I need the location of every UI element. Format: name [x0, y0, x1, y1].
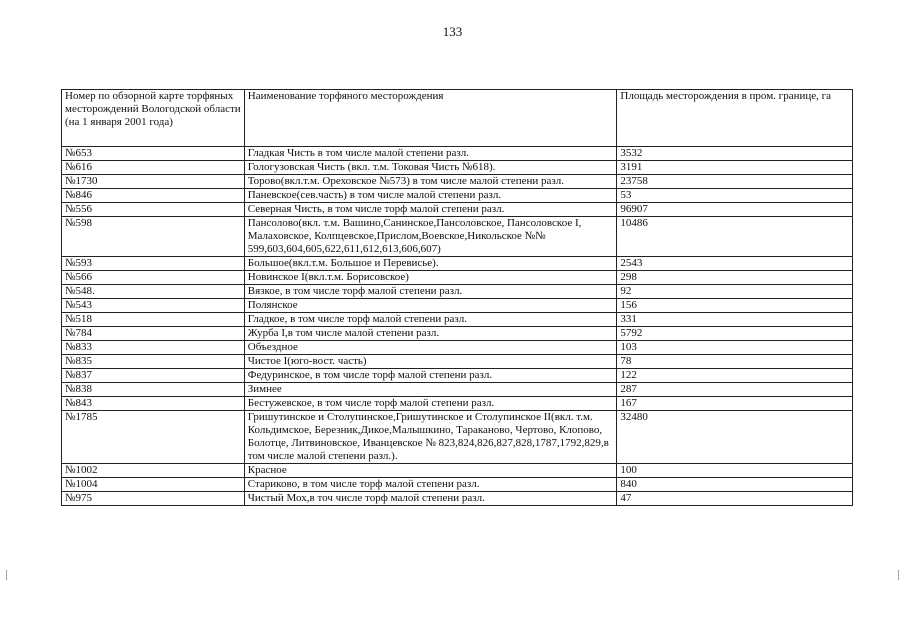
- table-row: [62, 383, 853, 397]
- cell-map-number: №1002: [62, 464, 245, 478]
- cell-deposit-name: Гришутинское и Столупинское,Гришутинское и Столупинское II(вкл. т.м. Кольдимское, Березник,Дикое,Малышкино, Тараканово, Чертово, Клопово, Болотце, Литвиновское, Иванцевское № 823,824,826,827,828,1787,1792,829,в том числе малой степени разл.).: [244, 411, 617, 464]
- table-row: [62, 492, 853, 506]
- cell-deposit-name: Гладкая Чисть в том числе малой степени разл.: [244, 147, 617, 161]
- cell-area: 96907: [617, 203, 853, 217]
- cell-map-number: №835: [62, 355, 245, 369]
- table-row: [62, 327, 853, 341]
- cell-area: 331: [617, 313, 853, 327]
- cell-map-number: №1730: [62, 175, 245, 189]
- cell-map-number: №1785: [62, 411, 245, 464]
- cell-area: 298: [617, 271, 853, 285]
- cell-map-number: №838: [62, 383, 245, 397]
- cell-map-number: №653: [62, 147, 245, 161]
- cell-area: 122: [617, 369, 853, 383]
- cell-map-number: №518: [62, 313, 245, 327]
- table-header-row: [62, 90, 853, 147]
- cell-deposit-name: Чистый Мох,в точ числе торф малой степени разл.: [244, 492, 617, 506]
- cell-deposit-name: Большое(вкл.т.м. Большое и Перевисье).: [244, 257, 617, 271]
- cell-deposit-name: Вязкое, в том числе торф малой степени разл.: [244, 285, 617, 299]
- table-row: [62, 355, 853, 369]
- cell-area: 100: [617, 464, 853, 478]
- cell-map-number: №784: [62, 327, 245, 341]
- cell-area: 53: [617, 189, 853, 203]
- cell-area: 92: [617, 285, 853, 299]
- cell-map-number: №598: [62, 217, 245, 257]
- cell-map-number: №1004: [62, 478, 245, 492]
- cell-deposit-name: Торово(вкл.т.м. Ореховское №573) в том числе малой степени разл.: [244, 175, 617, 189]
- cell-deposit-name: Журба I,в том числе малой степени разл.: [244, 327, 617, 341]
- cell-area: 23758: [617, 175, 853, 189]
- table-row: [62, 271, 853, 285]
- cell-area: 5792: [617, 327, 853, 341]
- cell-map-number: №833: [62, 341, 245, 355]
- cell-map-number: №543: [62, 299, 245, 313]
- cell-area: 78: [617, 355, 853, 369]
- table-row: [62, 313, 853, 327]
- cell-area: 3191: [617, 161, 853, 175]
- cell-deposit-name: Красное: [244, 464, 617, 478]
- cell-map-number: №556: [62, 203, 245, 217]
- cell-area: 32480: [617, 411, 853, 464]
- cell-map-number: №843: [62, 397, 245, 411]
- table-row: [62, 257, 853, 271]
- cell-area: 840: [617, 478, 853, 492]
- cell-deposit-name: Паневское(сев.часть) в том числе малой степени разл.: [244, 189, 617, 203]
- table-row: [62, 161, 853, 175]
- table-row: [62, 285, 853, 299]
- cell-deposit-name: Пансолово(вкл. т.м. Вашино,Санинское,Пансоловское, Пансоловское I, Малаховское, Колпцевское,Прислом,Воевское,Никольское №№ 599,603,604,605,622,611,612,613,606,607): [244, 217, 617, 257]
- table-row: [62, 217, 853, 257]
- cell-area: 167: [617, 397, 853, 411]
- cell-area: 10486: [617, 217, 853, 257]
- table-row: [62, 369, 853, 383]
- table-row: [62, 189, 853, 203]
- cell-deposit-name: Федуринское, в том числе торф малой степени разл.: [244, 369, 617, 383]
- cell-map-number: №593: [62, 257, 245, 271]
- header-map-number: Номер по обзорной карте торфяных месторождений Вологодской области (на 1 января 2001 года): [62, 90, 245, 147]
- cell-deposit-name: Зимнее: [244, 383, 617, 397]
- cell-deposit-name: Северная Чисть, в том числе торф малой степени разл.: [244, 203, 617, 217]
- table-row: [62, 411, 853, 464]
- cell-deposit-name: Гологузовская Чисть (вкл. т.м. Токовая Чисть №618).: [244, 161, 617, 175]
- scan-edge-mark-left: [6, 570, 13, 580]
- cell-area: 287: [617, 383, 853, 397]
- table-row: [62, 175, 853, 189]
- table-row: [62, 299, 853, 313]
- cell-map-number: №616: [62, 161, 245, 175]
- cell-deposit-name: Новинское I(вкл.т.м. Борисовское): [244, 271, 617, 285]
- cell-deposit-name: Полянское: [244, 299, 617, 313]
- table-row: [62, 397, 853, 411]
- table-row: [62, 203, 853, 217]
- cell-deposit-name: Стариково, в том числе торф малой степени разл.: [244, 478, 617, 492]
- cell-area: 156: [617, 299, 853, 313]
- cell-deposit-name: Бестужевское, в том числе торф малой степени разл.: [244, 397, 617, 411]
- cell-map-number: №548.: [62, 285, 245, 299]
- header-area: Площадь месторождения в пром. границе, га: [617, 90, 853, 147]
- cell-area: 2543: [617, 257, 853, 271]
- table-row: [62, 147, 853, 161]
- table-row: [62, 478, 853, 492]
- table-body: [62, 147, 853, 506]
- cell-deposit-name: Гладкое, в том числе торф малой степени разл.: [244, 313, 617, 327]
- cell-map-number: №846: [62, 189, 245, 203]
- cell-map-number: №975: [62, 492, 245, 506]
- cell-area: 3532: [617, 147, 853, 161]
- peat-deposits-table: [61, 89, 853, 506]
- cell-area: 103: [617, 341, 853, 355]
- cell-deposit-name: Объездное: [244, 341, 617, 355]
- scan-edge-mark-right: [898, 570, 905, 580]
- table-row: [62, 464, 853, 478]
- page-number: 133: [442, 24, 463, 39]
- cell-area: 47: [617, 492, 853, 506]
- cell-map-number: №837: [62, 369, 245, 383]
- cell-deposit-name: Чистое I(юго-вост. часть): [244, 355, 617, 369]
- table-row: [62, 341, 853, 355]
- cell-map-number: №566: [62, 271, 245, 285]
- header-deposit-name: Наименование торфяного месторождения: [244, 90, 617, 147]
